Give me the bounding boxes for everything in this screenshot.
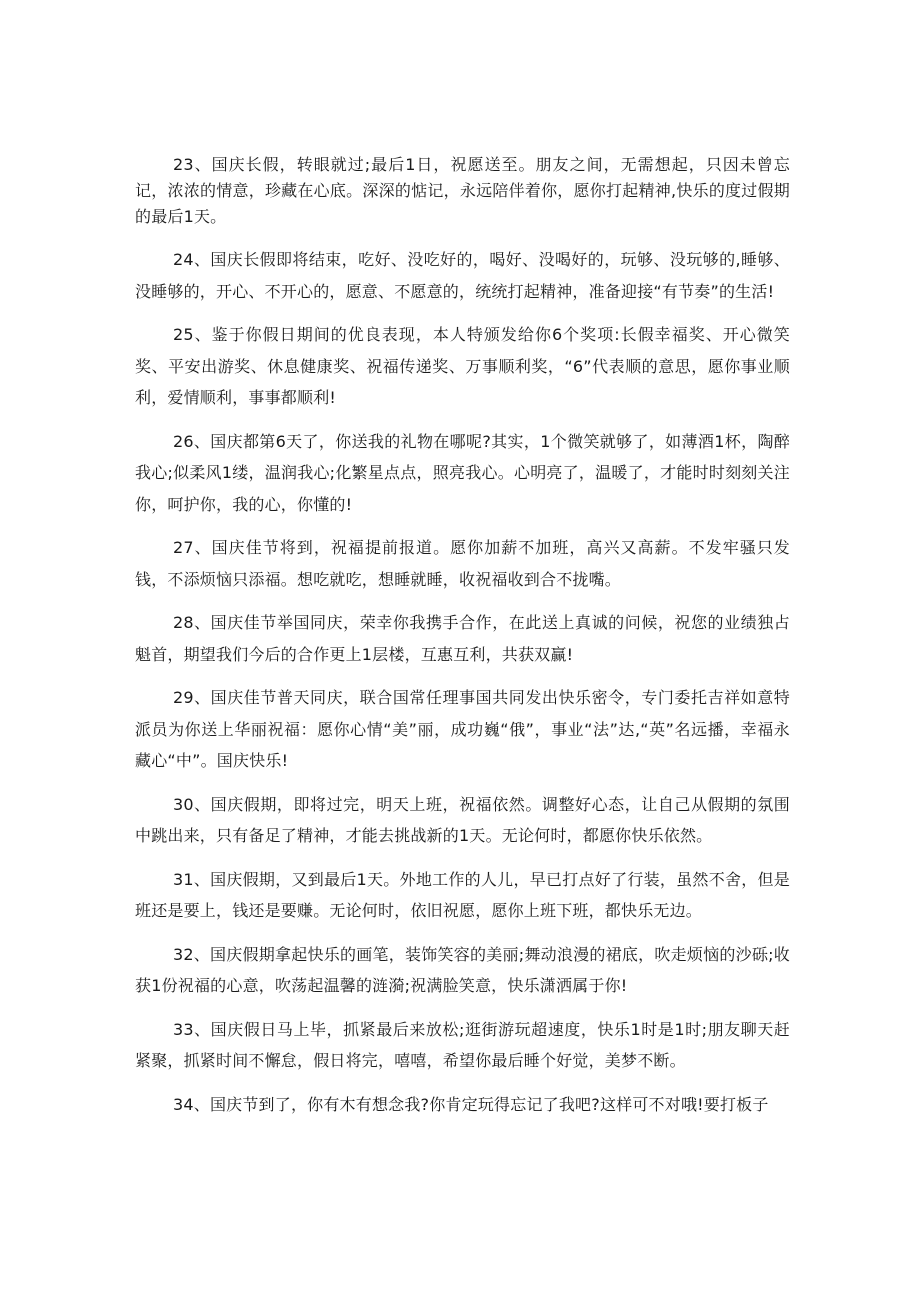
paragraph-27: 27、国庆佳节将到，祝福提前报道。愿你加薪不加班，高兴又高薪。不发牢骚只发钱，不添烦恼只添福。想吃就吃，想睡就睡，收祝福收到合不拢嘴。 [135,538,790,589]
paragraph-30: 30、国庆假期，即将过完，明天上班，祝福依然。调整好心态，让自己从假期的氛围中跳出来，只有备足了精神，才能去挑战新的1天。无论何时，都愿你快乐依然。 [135,794,790,845]
paragraph-23: 23、国庆长假，转眼就过;最后1日，祝愿送至。朋友之间，无需想起，只因未曾忘记，浓浓的情意，珍藏在心底。深深的惦记，永远陪伴着你，愿你打起精神,快乐的度过假期的最后1天。 [135,155,790,226]
paragraph-25: 25、鉴于你假日期间的优良表现，本人特颁发给你6个奖项:长假幸福奖、开心微笑奖、平安出游奖、休息健康奖、祝福传递奖、万事顺利奖，“6”代表顺的意思，愿你事业顺利，爱情顺利，事事都顺利! [135,325,790,407]
paragraph-34: 34、国庆节到了，你有木有想念我?你肯定玩得忘记了我吧?这样可不对哦!要打板子 [173,1094,769,1114]
paragraph-29: 29、国庆佳节普天同庆，联合国常任理事国共同发出快乐密令，专门委托吉祥如意特派员为你送上华丽祝福：愿你心情“美”丽，成功巍“俄”，事业“法”达,“英”名远播，幸福永藏心“中”。国庆快乐! [135,688,790,770]
paragraph-24: 24、国庆长假即将结束，吃好、没吃好的，喝好、没喝好的，玩够、没玩够的,睡够、没睡够的，开心、不开心的，愿意、不愿意的，统统打起精神，准备迎接“有节奏”的生活! [135,250,790,301]
paragraph-26: 26、国庆都第6天了，你送我的礼物在哪呢?其实，1个微笑就够了，如薄酒1杯，陶醉我心;似柔风1缕，温润我心;化繁星点点，照亮我心。心明亮了，温暖了，才能时时刻刻关注你，呵护你，我的心，你懂的! [135,431,790,514]
paragraph-31: 31、国庆假期，又到最后1天。外地工作的人儿，早已打点好了行装，虽然不舍，但是班还是要上，钱还是要赚。无论何时，依旧祝愿，愿你上班下班，都快乐无边。 [135,869,790,920]
paragraph-28: 28、国庆佳节举国同庆，荣幸你我携手合作，在此送上真诚的问候，祝您的业绩独占魁首，期望我们今后的合作更上1层楼，互惠互利，共获双赢! [135,613,790,664]
paragraph-32: 32、国庆假期拿起快乐的画笔，装饰笑容的美丽;舞动浪漫的裙底，吹走烦恼的沙砾;收获1份祝福的心意，吹荡起温馨的涟漪;祝满脸笑意，快乐潇洒属于你! [135,944,790,995]
paragraph-33: 33、国庆假日马上毕，抓紧最后来放松;逛街游玩超速度，快乐1时是1时;朋友聊天赶紧聚，抓紧时间不懈怠，假日将完，嘻嘻，希望你最后睡个好觉，美梦不断。 [135,1019,790,1070]
document-body [135,152,790,1132]
